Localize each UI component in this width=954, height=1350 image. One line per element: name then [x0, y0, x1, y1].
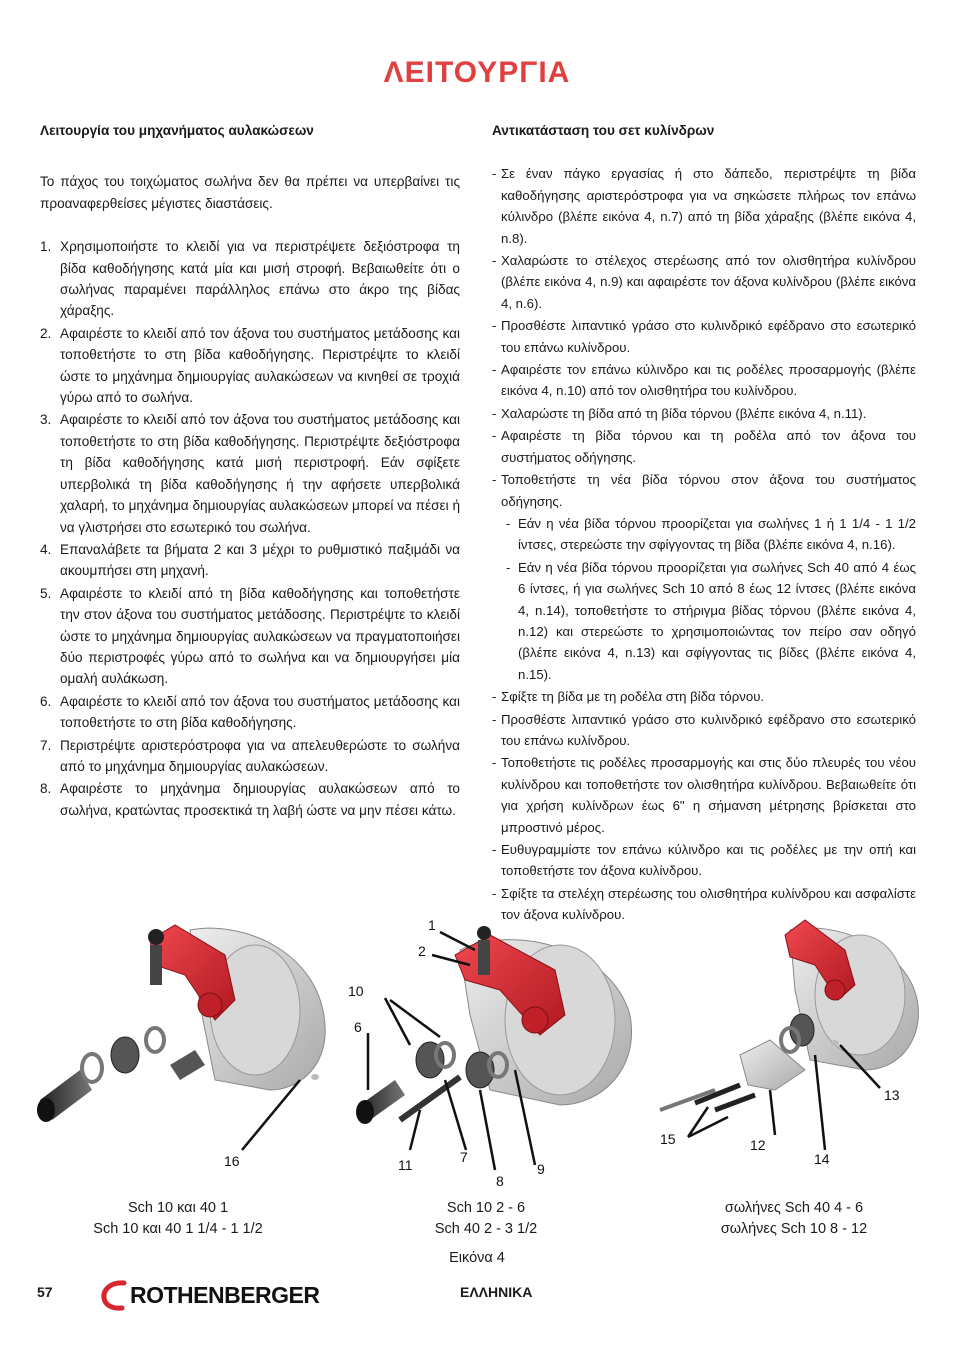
right-heading: Αντικατάσταση του σετ κυλίνδρων: [492, 123, 715, 138]
callout-7: 7: [460, 1149, 468, 1165]
list-item: 8. Αφαιρέστε το μηχάνημα δημιουργίας αυλακώσεων από το σωλήνα, κρατώντας προσεκτικά τη λαβή ώστε να μην πέσει κάτω.: [40, 781, 460, 818]
list-item: 6. Αφαιρέστε το κλειδί από τον άξονα του συστήματος μετάδοσης και τοποθετήστε το στη βίδα καθοδήγησης.: [40, 693, 460, 731]
left-intro: Το πάχος του τοιχώματος σωλήνα δεν θα πρέπει να υπερβαίνει τις προαναφερθείσες μέγιστες διαστάσεις.: [40, 174, 460, 211]
roller-parts-3: [660, 1014, 839, 1110]
list-item: 5. Αφαιρέστε το κλειδί από τη βίδα καθοδήγησης και τοποθετήστε την στον άξονα του συστήματος μετάδοσης. Περιστρέψτε το κλειδί ώστε το μηχάνημα δημιουργίας αυλακώσεων να πραγματοποιήσει δύο περιστροφές γύρω από το σωλήνα και να δημιουργήσει μία ομαλή αυλάκωση.: [40, 585, 460, 687]
callout-8: 8: [496, 1173, 504, 1189]
callout-16: 16: [224, 1153, 240, 1169]
right-column: [492, 120, 916, 927]
list-item: 1. Χρησιμοποιήστε το κλειδί για να περιστρέψετε δεξιόστροφα τη βίδα καθοδήγησης κατά μία και μισή στροφή. Βεβαιωθείτε ότι ο σωλήνας παραμένει παράλληλος επάνω στο άκρο της βίδας χάραξης.: [40, 239, 460, 319]
replacement-list: [492, 163, 916, 925]
caption-3: σωλήνες Sch 40 4 - 6 σωλήνες Sch 10 8 - 12: [720, 1200, 868, 1237]
list-item: - Εάν η νέα βίδα τόρνου προορίζεται για σωλήνες Sch 40 από 4 έως 6 ίντσες, ή για σωλήνες Sch 10 από 8 έως 12 ίντσες (βλέπε εικόνα 4, n.14), τοποθετήστε το στήριγμα βίδας τόρνου (βλέπε εικόνα 4, n.12) και στερεώστε το χρησιμοποιώντας τον πείρο σαν οδηγό (βλέπε εικόνα 4, n.13) και σφίγγοντας τις βίδες (βλέπε εικόνα 4, n.15).: [492, 557, 916, 685]
callout-2: 2: [418, 943, 426, 959]
brand-name: ROTHENBERGER: [130, 1282, 320, 1308]
list-item: 4. Επαναλάβετε τα βήματα 2 και 3 μέχρι το ρυθμιστικό παξιμάδι να ακουμπήσει στη μηχανή.: [40, 541, 460, 579]
left-column: [40, 120, 460, 822]
callout-12: 12: [750, 1137, 766, 1153]
list-item: - Χαλαρώστε τη βίδα από τη βίδα τόρνου (βλέπε εικόνα 4, n.11).: [492, 403, 916, 424]
rothenberger-logo: [100, 1278, 350, 1312]
callout-14: 14: [814, 1151, 830, 1167]
list-item: - Προσθέστε λιπαντικό γράσο στο κυλινδρικό εφέδρανο στο εσωτερικό του επάνω κυλίνδρου.: [492, 709, 916, 752]
list-item: 2. Αφαιρέστε το κλειδί από τον άξονα του συστήματος μετάδοσης και τοποθετήστε το στη βίδα καθοδήγησης. Περιστρέψτε το κλειδί ώστε το μηχάνημα δημιουργίας αυλακώσεων να κινηθεί σε τροχιά γύρω από το σωλήνα.: [40, 325, 460, 406]
callout-10: 10: [348, 983, 364, 999]
caption-2: Sch 10 2 - 6 Sch 40 2 - 3 1/2: [434, 1200, 538, 1237]
steps-list: [40, 236, 460, 821]
list-item: - Ευθυγραμμίστε τον επάνω κύλινδρο και τις ροδέλες με την οπή και τοποθετήστε τον άξονα κυλίνδρου.: [492, 839, 916, 882]
figure-4: [0, 905, 954, 1190]
list-item: - Εάν η νέα βίδα τόρνου προορίζεται για σωλήνες 1 ή 1 1/4 - 1 1/2 ίντσες, στερεώστε την σφίγγοντας τη βίδα (βλέπε εικόνα 4, n.16).: [492, 513, 916, 556]
list-item: - Τοποθετήστε τις ροδέλες προσαρμογής και στις δύο πλευρές του νέου κυλίνδρου και τοποθετήστε τον ολισθητήρα κυλίνδρου. Βεβαιωθείτε ότι για χρήση κυλίνδρων έως 6" η σήμανση μέτρησης βρίσκεται στο μπροστινό μέρος.: [492, 752, 916, 838]
page-title: ΛΕΙΤΟΥΡΓΙΑ: [383, 56, 571, 89]
callout-15: 15: [660, 1131, 676, 1147]
callout-9: 9: [537, 1161, 545, 1177]
callout-13: 13: [884, 1087, 900, 1103]
exploded-view-illustration: [0, 905, 954, 1190]
list-item: 7. Περιστρέψτε αριστερόστροφα για να απελευθερώστε το σωλήνα από το μηχάνημα δημιουργίας αυλακώσεων.: [40, 737, 460, 774]
groover-machine-3: [785, 920, 918, 1070]
page-number: 57: [37, 1284, 53, 1300]
callout-11: 11: [398, 1157, 413, 1173]
callout-6: 6: [354, 1019, 362, 1035]
list-item: 3. Αφαιρέστε το κλειδί από τον άξονα του συστήματος μετάδοσης και τοποθετήστε το στη βίδα καθοδήγησης. Περιστρέψτε δεξιόστροφα τη βίδα καθοδήγησης κατά μισή περιστροφή. Εάν σφίξετε υπερβολικά τη βίδα καθοδήγησης ή την αφήσετε υπερβολικά χαλαρή, το μηχάνημα δημιουργίας αυλακώσεων μπορεί να πέσει ή να γλιστρήσει στο εσωτερικό του σωλήνα.: [40, 412, 460, 535]
callout-1: 1: [428, 917, 436, 933]
list-item: - Αφαιρέστε τη βίδα τόρνου και τη ροδέλα από τον άξονα του συστήματος οδήγησης.: [492, 425, 916, 468]
logo-mark-icon: [100, 1278, 130, 1312]
list-item: - Σφίξτε τη βίδα με τη ροδέλα στη βίδα τόρνου.: [492, 686, 916, 707]
list-item: - Προσθέστε λιπαντικό γράσο στο κυλινδρικό εφέδρανο στο εσωτερικό του επάνω κυλίνδρου.: [492, 315, 916, 358]
list-item: - Τοποθετήστε τη νέα βίδα τόρνου στον άξονα του συστήματος οδήγησης.: [492, 469, 916, 512]
left-heading: Λειτουργία του μηχανήματος αυλακώσεων: [40, 123, 314, 138]
caption-1: Sch 10 και 40 1 Sch 10 και 40 1 1/4 - 1 1/2: [93, 1200, 263, 1237]
language-label: ΕΛΛΗΝΙΚΑ: [460, 1284, 533, 1300]
list-item: - Σφίξτε τα στελέχη στερέωσης του ολισθητήρα κυλίνδρου και ασφαλίστε τον άξονα κυλίνδρου.: [492, 883, 916, 926]
figure-label: Εικόνα 4: [449, 1250, 505, 1266]
list-item: - Αφαιρέστε τον επάνω κύλινδρο και τις ροδέλες προσαρμογής (βλέπε εικόνα 4, n.10) από τον ολισθητήρα του κυλίνδρου.: [492, 359, 916, 402]
list-item: - Χαλαρώστε το στέλεχος στερέωσης από τον ολισθητήρα κυλίνδρου (βλέπε εικόνα 4, n.9) και αφαιρέστε τον άξονα κυλίνδρου (βλέπε εικόνα 4, n.6).: [492, 250, 916, 314]
list-item: - Σε έναν πάγκο εργασίας ή στο δάπεδο, περιστρέψτε τη βίδα καθοδήγησης αριστερόστροφα για να σηκώσετε πλήρως τον επάνω κύλινδρο (βλέπε εικόνα 4, n.7) από τη βίδα χάραξης (βλέπε εικόνα 4, n.8).: [492, 163, 916, 249]
